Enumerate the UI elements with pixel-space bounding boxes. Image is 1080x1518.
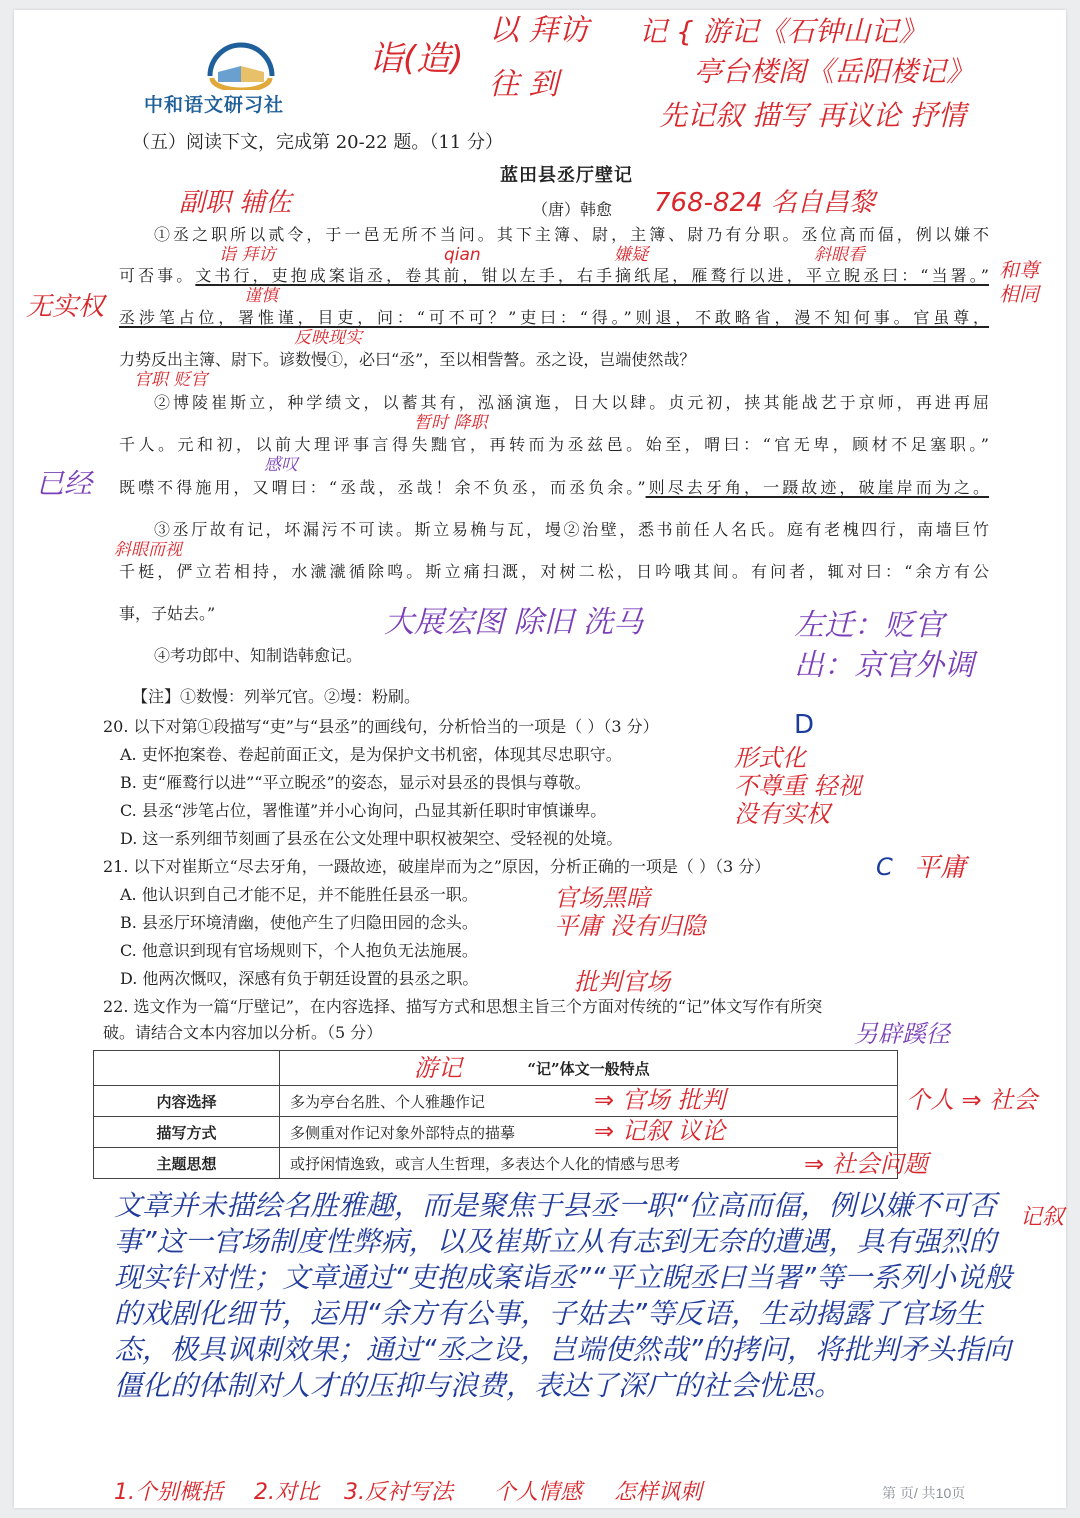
handwritten-answer: 文章并未描绘名胜雅趣，而是聚焦于县丞一职“位高而偪，例以嫌不可否事”这一官场制度性弊病，以及崔斯立从有志到无奈的遭遇，具有强烈的现实针对性；文章通过“吏抱成案诣丞”“平立睨丞曰当署”等一系列小说般的戏剧化细节，运用“余方有公事，子姑去”等反语，生动揭露了官场生态，极具讽刺效果；通过“丞之设，岂端使然哉”的拷问，将批判矛头指向僵化的体制对人才的压抑与浪费，表达了深广的社会忧思。 bbox=[114, 1189, 1013, 1402]
question-22-stem-line-2: 破。请结合文本内容加以分析。（5 分） bbox=[103, 1023, 383, 1042]
handwritten-note: 平庸 没有归隐 bbox=[554, 912, 706, 940]
handwritten-note: 个人情感 bbox=[494, 1480, 583, 1505]
row-value: 多侧重对作记对象外部特点的描摹 bbox=[280, 1117, 898, 1148]
handwritten-note: 1.个别概括 bbox=[114, 1480, 223, 1505]
paragraph-3-line-1: ③丞厅故有记，坏漏污不可读。斯立易桷与瓦，墁②治壁，悉书前任人名氏。庭有老槐四行，南墙巨竹 bbox=[154, 520, 989, 539]
handwritten-note: 记 { 游记《石钟山记》 bbox=[639, 15, 927, 48]
table-row bbox=[94, 1148, 898, 1179]
exam-page bbox=[14, 10, 1066, 1508]
handwritten-note: 往 到 bbox=[489, 67, 559, 102]
paragraph-1-line-2 bbox=[119, 266, 989, 286]
handwritten-note: 斜眼而视 bbox=[114, 540, 182, 560]
paragraph-1-line-4: 力势反出主簿、尉下。谚数慢①，必曰“丞”，至以相訾謷。丞之设，岂端使然哉？ bbox=[119, 350, 696, 369]
question-20-option-a: A. 吏怀抱案卷、卷起前面正文，是为保护文书机密，体现其尽忠职守。 bbox=[120, 745, 622, 764]
handwritten-note: 官场黑暗 bbox=[554, 884, 650, 912]
underlined-sentence: 文书行，吏抱成案诣丞，卷其前，钳以左手，右手摘纸尾，雁鹜行以进，平立睨丞曰：“当署。” bbox=[195, 266, 989, 285]
question-21-answer: C bbox=[876, 853, 893, 881]
handwritten-note: 平庸 bbox=[914, 853, 967, 883]
row-label: 主题思想 bbox=[94, 1148, 280, 1179]
article-title: 蓝田县丞厅壁记 bbox=[500, 165, 633, 186]
row-label: 内容选择 bbox=[94, 1086, 280, 1117]
handwritten-note: 诣(造) bbox=[369, 39, 464, 79]
logo bbox=[144, 38, 359, 116]
handwritten-note: 个人 ⇒ 社会 bbox=[906, 1086, 1038, 1114]
section-heading: （五）阅读下文，完成第 20-22 题。（11 分） bbox=[132, 132, 503, 153]
page-number: 第 页/ 共10页 bbox=[882, 1485, 966, 1501]
paragraph-2-line-1: ②博陵崔斯立，种学绩文，以蓄其有，泓涵演迤，日大以肆。贞元初，挟其能战艺于京师，再进再屈 bbox=[154, 393, 989, 412]
features-table bbox=[93, 1050, 898, 1179]
table-header-row bbox=[94, 1051, 898, 1086]
handwritten-note: 记叙 bbox=[1020, 1205, 1065, 1230]
question-20-option-c: C. 县丞“涉笔占位，署惟谨”并小心询问，凸显其新任职时审慎谦卑。 bbox=[120, 801, 607, 820]
table-corner bbox=[94, 1051, 280, 1086]
text: 可否事。 bbox=[119, 266, 196, 285]
handwritten-note: 无实权 bbox=[26, 292, 105, 322]
question-20-option-d: D. 这一系列细节刻画了县丞在公文处理中职权被架空、受轻视的处境。 bbox=[120, 829, 623, 848]
handwritten-note: 反映现实 bbox=[294, 328, 362, 348]
handwritten-note: 以 拜访 bbox=[489, 13, 589, 48]
paragraph-2-line-2: 千人。元和初，以前大理评事言得失黜官，再转而为丞兹邑。始至，喟曰：“官无卑，顾材不足塞职。” bbox=[119, 435, 989, 454]
handwritten-note: 没有实权 bbox=[734, 800, 830, 828]
handwritten-note: 暂时 降职 bbox=[414, 413, 488, 433]
table-row bbox=[94, 1086, 898, 1117]
text: 既噤不得施用，又喟曰：“丞哉，丞哉！余不负丞，而丞负余。” bbox=[119, 478, 646, 497]
table-header: “记”体文一般特点 bbox=[280, 1051, 898, 1086]
handwritten-note: 3.反衬写法 bbox=[344, 1480, 453, 1505]
paragraph-3-line-2: 千梃，俨立若相持，水㶁㶁循除鸣。斯立痛扫溉，对树二松，日吟哦其间。有问者，辄对曰：“余方有公 bbox=[119, 562, 989, 581]
handwritten-note: 大展宏图 除旧 洗马 bbox=[384, 605, 644, 640]
handwritten-note: ⇒ 社会问题 bbox=[804, 1150, 928, 1178]
handwritten-note: 官职 贬官 bbox=[134, 370, 208, 390]
handwritten-note: 嫌疑 bbox=[614, 245, 648, 265]
handwritten-note: 左迁：贬官 出：京官外调 bbox=[794, 608, 974, 683]
row-label: 描写方式 bbox=[94, 1117, 280, 1148]
logo-book-icon bbox=[202, 38, 280, 90]
question-21-option-a: A. 他认识到自己才能不足，并不能胜任县丞一职。 bbox=[120, 885, 478, 904]
handwritten-note: 另辟蹊径 bbox=[854, 1020, 950, 1048]
row-value: 或抒闲情逸致，或言人生哲理，多表达个人化的情感与思考 bbox=[280, 1148, 898, 1179]
paragraph-2-line-3 bbox=[119, 478, 989, 498]
handwritten-note: 批判官场 bbox=[574, 968, 670, 996]
paragraph-1-line-3: 丞涉笔占位，署惟谨，目吏，问：“可不可？”吏曰：“得。”则退，不敢略省，漫不知何事。官虽尊， bbox=[119, 308, 989, 327]
handwritten-note: 斜眼看 bbox=[814, 245, 865, 265]
handwritten-note: 2.对比 bbox=[254, 1480, 319, 1505]
question-22-stem-line-1: 22. 选文作为一篇“厅壁记”，在内容选择、描写方式和思想主旨三个方面对传统的“记”体文写作有所突 bbox=[103, 997, 823, 1016]
handwritten-note: 游记 bbox=[414, 1054, 462, 1082]
question-21-option-d: D. 他两次慨叹，深感有负于朝廷设置的县丞之职。 bbox=[120, 969, 479, 988]
handwritten-note: ⇒ 官场 批判 bbox=[594, 1086, 726, 1114]
row-value: 多为亭台名胜、个人雅趣作记 bbox=[280, 1086, 898, 1117]
annotation-note: 【注】①数慢：列举冗官。②墁：粉刷。 bbox=[132, 687, 421, 706]
question-21-option-c: C. 他意识到现有官场规则下，个人抱负无法施展。 bbox=[120, 941, 478, 960]
handwritten-note: ⇒ 记叙 议论 bbox=[594, 1117, 726, 1145]
paragraph-4: ④考功郎中、知制诰韩愈记。 bbox=[154, 646, 363, 665]
handwritten-note: 形式化 bbox=[734, 744, 806, 772]
handwritten-note: 诣 拜访 bbox=[219, 245, 276, 265]
table-row bbox=[94, 1117, 898, 1148]
question-21-stem: 21. 以下对崔斯立“尽去牙角，一蹑故迹，破崖岸而为之”原因，分析正确的一项是（ ）（3 分） bbox=[103, 857, 771, 876]
handwritten-note: 感叹 bbox=[264, 455, 298, 475]
handwritten-note: 谨慎 bbox=[244, 286, 278, 306]
handwritten-note: qian bbox=[444, 245, 481, 265]
handwritten-note: 不尊重 轻视 bbox=[734, 772, 862, 800]
handwritten-note: 怎样讽刺 bbox=[614, 1480, 703, 1505]
handwritten-note: 亭台楼阁《岳阳楼记》 bbox=[694, 55, 975, 88]
handwritten-note: 已经 bbox=[36, 467, 93, 500]
question-20-answer: D bbox=[794, 710, 815, 740]
handwritten-note: 和尊 相同 bbox=[999, 258, 1039, 306]
paragraph-1-line-1: ①丞之职所以贰令，于一邑无所不当问。其下主簿、尉，主簿、尉乃有分职。丞位高而偪，例以嫌不 bbox=[154, 225, 989, 244]
question-20-stem: 20. 以下对第①段描写“吏”与“县丞”的画线句，分析恰当的一项是（ ）（3 分） bbox=[103, 717, 659, 736]
paragraph-3-line-3: 事，子姑去。” bbox=[119, 604, 216, 623]
question-20-option-b: B. 吏“雁鹜行以进”“平立睨丞”的姿态，显示对县丞的畏惧与尊敬。 bbox=[120, 773, 591, 792]
handwritten-note: 副职 辅佐 bbox=[179, 188, 292, 218]
article-author: （唐）韩愈 bbox=[532, 200, 613, 219]
question-21-option-b: B. 县丞厅环境清幽，使他产生了归隐田园的念头。 bbox=[120, 913, 478, 932]
underlined-sentence: 则尽去牙角，一蹑故迹，破崖岸而为之。 bbox=[645, 478, 989, 497]
logo-text: 中和语文研习社 bbox=[144, 94, 285, 116]
handwritten-note: 先记叙 描写 再议论 抒情 bbox=[659, 99, 966, 132]
handwritten-note: 768-824 名自昌黎 bbox=[654, 188, 875, 218]
